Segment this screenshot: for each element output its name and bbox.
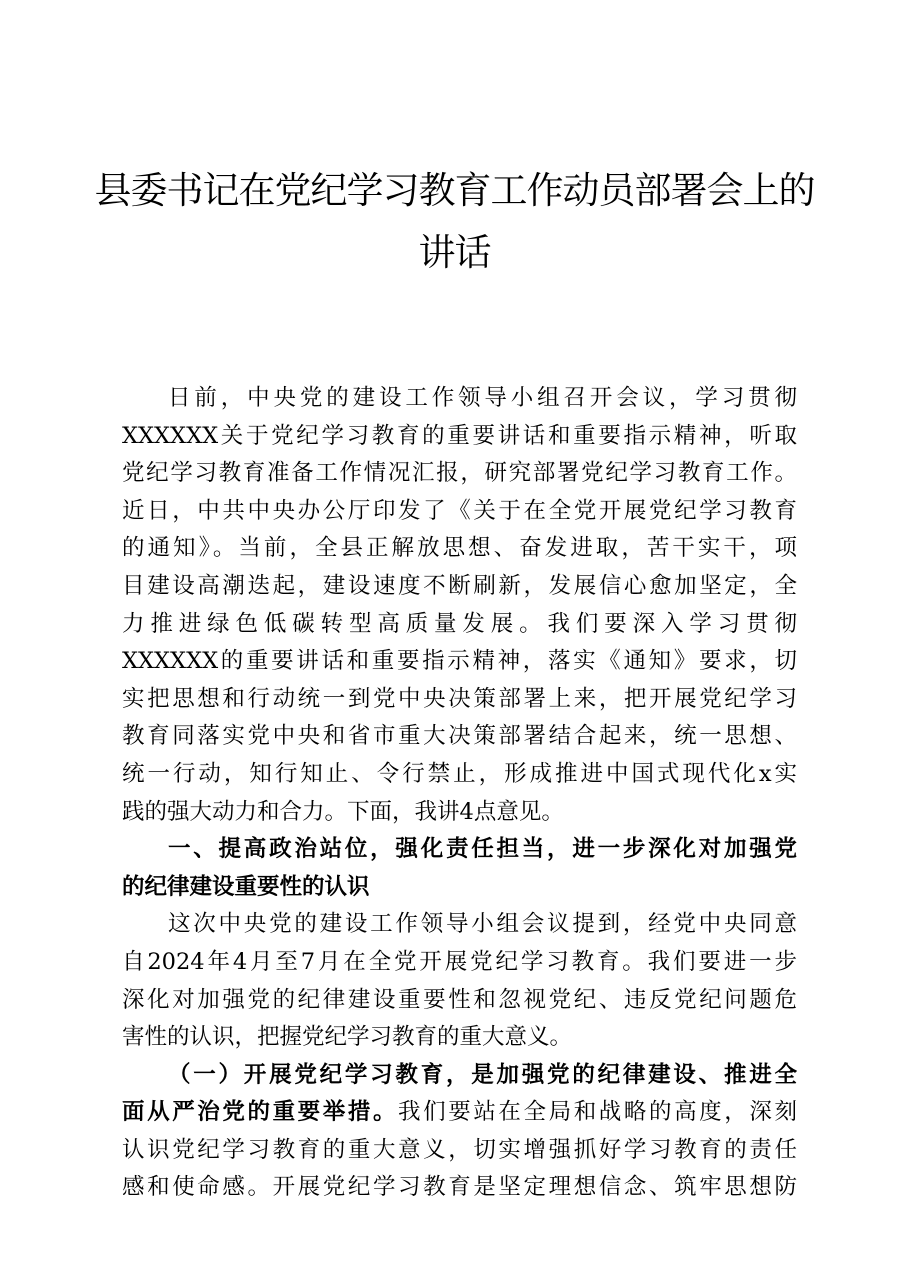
text-line: 这次中央党的建设工作领导小组会议提到，经党中央同意	[168, 911, 797, 938]
title-line-1: 县委书记在党纪学习教育工作动员部署会上的	[94, 169, 815, 212]
subheading-tail: 面从严治党的重要举措。	[122, 1099, 399, 1126]
text-line	[122, 1094, 797, 1132]
title-line-2: 讲话	[418, 231, 491, 274]
text-line: XXXXXX的重要讲话和重要指示精神，落实《通知》要求，切	[122, 648, 797, 675]
text-line: 践的强大动力和合力。下面，我讲4点意见。	[122, 798, 564, 825]
text-line: 害性的认识，把握党纪学习教育的重大意义。	[122, 1024, 573, 1051]
text-run: 我们要站在全局和战略的高度，深刻	[398, 1099, 797, 1126]
text-line: 近日，中共中央办公厅印发了《关于在全党开展党纪学习教育	[122, 497, 797, 524]
heading-line: 的纪律建设重要性的认识	[122, 873, 370, 900]
text-line: 自2024年4月至7月在全党开展党纪学习教育。我们要进一步	[122, 948, 797, 975]
text-line: 深化对加强党的纪律建设重要性和忽视党纪、违反党纪问题危	[122, 986, 797, 1013]
subheading-line: （一）开展党纪学习教育，是加强党的纪律建设、推进全	[168, 1061, 797, 1088]
text-line: 力推进绿色低碳转型高质量发展。我们要深入学习贯彻	[122, 610, 797, 637]
document-body	[122, 380, 797, 1207]
text-line: 感和使命感。开展党纪学习教育是坚定理想信念、筑牢思想防	[122, 1174, 797, 1201]
paragraph-intro	[122, 380, 797, 831]
text-line: 党纪学习教育准备工作情况汇报，研究部署党纪学习教育工作。	[122, 460, 797, 487]
text-line: 日前，中央党的建设工作领导小组召开会议，学习贯彻	[168, 385, 797, 411]
heading-line: 一、提高政治站位，强化责任担当，进一步深化对加强党	[168, 836, 797, 863]
text-line: XXXXXX关于党纪学习教育的重要讲话和重要指示精神，听取	[122, 422, 797, 449]
text-line: 目建设高潮迭起，建设速度不断刷新，发展信心愈加坚定，全	[122, 572, 797, 599]
text-line: 统一行动，知行知止、令行禁止，形成推进中国式现代化x实	[122, 760, 797, 787]
section-heading-1	[122, 831, 797, 906]
document-title	[90, 160, 819, 284]
paragraph-subsection-1	[122, 1057, 797, 1207]
text-line: 实把思想和行动统一到党中央决策部署上来，把开展党纪学习	[122, 685, 797, 712]
text-line: 认识党纪学习教育的重大意义，切实增强抓好学习教育的责任	[122, 1136, 797, 1163]
text-line: 的通知》。当前，全县正解放思想、奋发进取，苦干实干，项	[122, 535, 797, 562]
text-line: 教育同落实党中央和省市重大决策部署结合起来，统一思想、	[122, 723, 797, 750]
paragraph-section-1	[122, 906, 797, 1056]
